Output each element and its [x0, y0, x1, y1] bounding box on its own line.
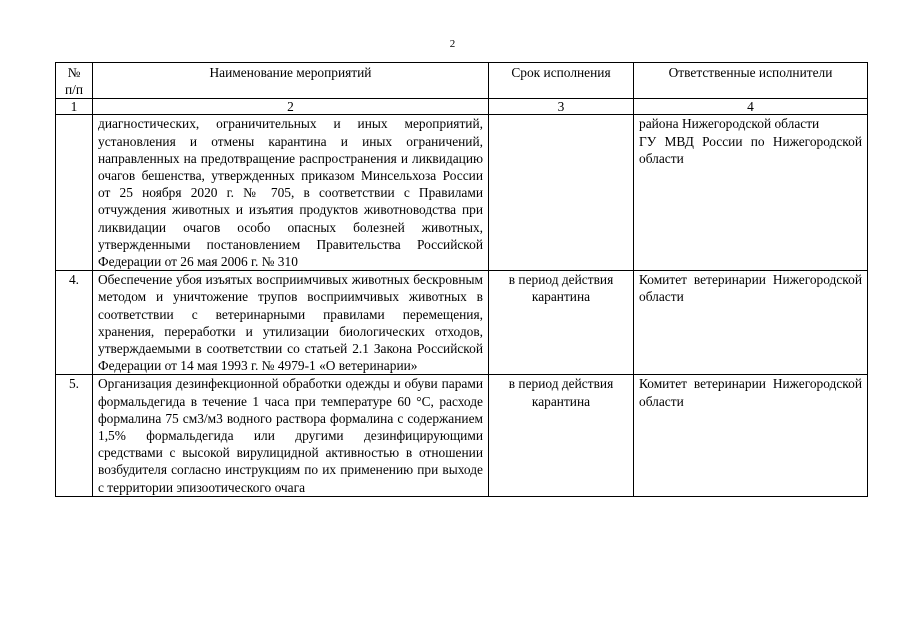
table-header-row [56, 63, 868, 99]
measure-responsible [634, 271, 868, 375]
measure-term: в период действия карантина [489, 375, 634, 496]
row-number: 5. [56, 375, 93, 496]
responsible-line: района Нижегородской области [639, 116, 820, 132]
page-number: 2 [449, 38, 456, 50]
header-responsible: Ответственные исполнители [634, 63, 868, 99]
table-row [56, 115, 868, 271]
measure-term [489, 115, 634, 271]
header-name: Наименование мероприятий [93, 63, 489, 99]
row-number [56, 115, 93, 271]
measure-responsible [634, 375, 868, 496]
responsible-line: ГУ МВД России по Нижегородской области [639, 133, 862, 166]
column-number-row [56, 99, 868, 115]
responsible-line: Комитет ветеринарии Нижегородской области [639, 376, 862, 409]
measure-responsible [634, 115, 868, 271]
table-row [56, 271, 868, 375]
measure-name: Обеспечение убоя изъятых восприимчивых животных бескровным методом и уничтожение трупов восприимчивых животных в соответствии с ветеринарными правилами перемещения, хранения, переработки и утилизации биологических отходов, утверждаемыми в соответствии со статьей 2.1 Закона Российской Федерации от 14 мая 1993 г. № 4979-1 «О ветеринарии» [93, 271, 489, 375]
header-num: № п/п [56, 63, 93, 99]
measures-table [55, 62, 868, 497]
measure-term: в период действия карантина [489, 271, 634, 375]
row-number: 4. [56, 271, 93, 375]
measure-name: Организация дезинфекционной обработки одежды и обуви парами формальдегида в течение 1 часа при температуре 60 °С, расходе формалина 75 см3/м3 водного раствора формалина с содержанием 1,5% формальдегида или другими дезинфицирующими средствами с высокой вирулицидной активностью в отношении возбудителя согласно инструкциям по их применению при выходе с территории эпизоотического очага [93, 375, 489, 496]
measure-name: диагностических, ограничительных и иных мероприятий, установления и отмены карантина и иных ограничений, направленных на предотвращение распространения и ликвидацию очагов бешенства, утвержденных приказом Минсельхоза России от 25 ноября 2020 г. № 705, в соответствии с Правилами отчуждения животных и изъятия продуктов животноводства при ликвидации очагов особо опасных болезней животных, утвержденными постановлением Правительства Российской Федерации от 26 мая 2006 г. № 310 [93, 115, 489, 271]
table-row [56, 375, 868, 496]
column-number: 1 [56, 99, 93, 115]
responsible-line: Комитет ветеринарии Нижегородской области [639, 272, 862, 305]
column-number: 3 [489, 99, 634, 115]
column-number: 4 [634, 99, 868, 115]
header-term: Срок исполнения [489, 63, 634, 99]
column-number: 2 [93, 99, 489, 115]
